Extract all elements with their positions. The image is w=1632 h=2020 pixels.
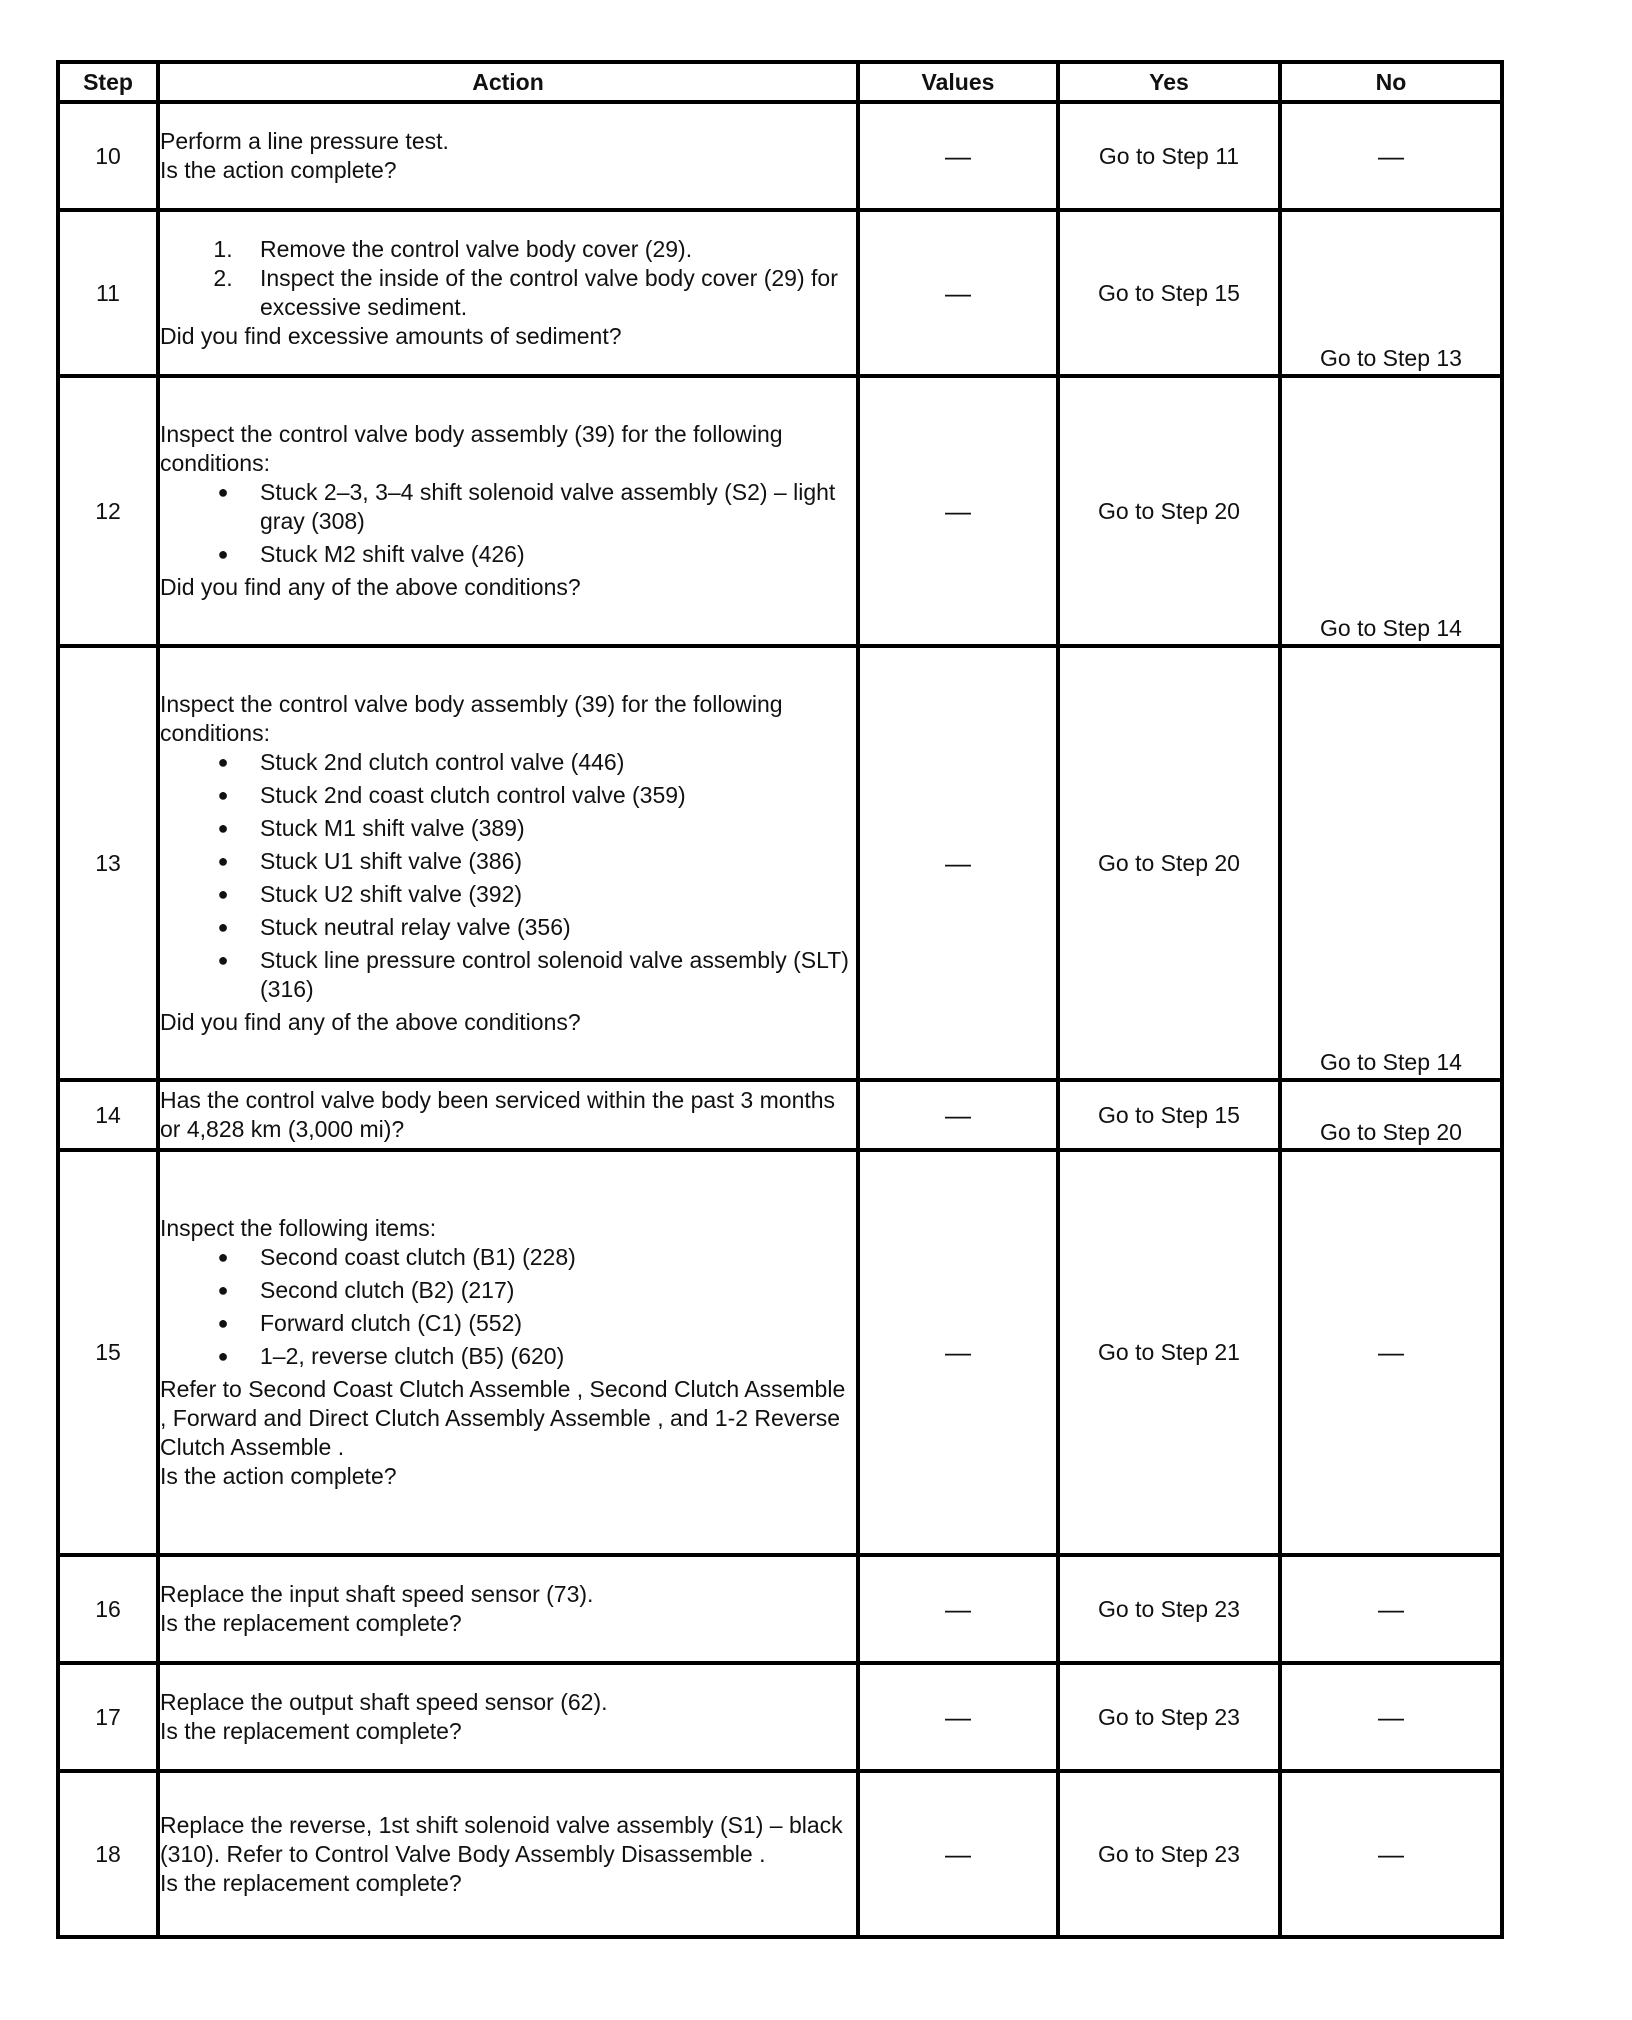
no-cell: Go to Step 14 [1280, 646, 1502, 1080]
yes-cell: Go to Step 20 [1058, 646, 1280, 1080]
action-cell [158, 1771, 858, 1937]
values-cell: — [858, 210, 1058, 376]
action-cell [158, 376, 858, 646]
action-reference: Refer to Second Coast Clutch Assemble , Second Clutch Assemble , Forward and Direct Clutch Assembly Assemble , and 1-2 Reverse Clutch Assemble . [160, 1376, 846, 1460]
step-number: 16 [58, 1555, 158, 1663]
header-step: Step [58, 62, 158, 102]
action-question: Did you find excessive amounts of sediment? [160, 323, 622, 349]
action-question: Did you find any of the above conditions? [160, 1008, 581, 1035]
table-row [58, 646, 1502, 1080]
yes-cell: Go to Step 15 [1058, 1080, 1280, 1150]
step-number: 10 [58, 102, 158, 210]
no-cell: — [1280, 1150, 1502, 1555]
bullet-list [160, 1243, 856, 1375]
yes-cell: Go to Step 20 [1058, 376, 1280, 646]
action-cell [158, 1555, 858, 1663]
list-item: 2. Inspect the inside of the control valve body cover (29) for excessive sediment. [213, 265, 838, 320]
action-instruction: Inspect the control valve body assembly (39) for the following conditions: [160, 421, 783, 476]
bullet-list [160, 748, 856, 1008]
table-row [58, 102, 1502, 210]
action-cell [158, 1080, 858, 1150]
step-number: 18 [58, 1771, 158, 1937]
values-cell: — [858, 376, 1058, 646]
list-item: ● Forward clutch (C1) (552) [217, 1310, 523, 1336]
action-cell [158, 210, 858, 376]
diagnostic-step-table [56, 60, 1504, 1939]
list-item: ● Second coast clutch (B1) (228) [217, 1244, 576, 1270]
table-row [58, 1555, 1502, 1663]
list-item: ● Stuck 2nd coast clutch control valve (359) [217, 781, 686, 808]
yes-cell: Go to Step 23 [1058, 1555, 1280, 1663]
values-cell: — [858, 1150, 1058, 1555]
table-row [58, 210, 1502, 376]
no-cell: — [1280, 1555, 1502, 1663]
action-question: Is the replacement complete? [160, 1869, 462, 1896]
bullet-list [160, 478, 856, 573]
step-number: 17 [58, 1663, 158, 1771]
values-cell: — [858, 1663, 1058, 1771]
diagnostic-table-page [56, 60, 1500, 1939]
no-cell: Go to Step 20 [1280, 1080, 1502, 1150]
list-item: ● 1–2, reverse clutch (B5) (620) [217, 1343, 565, 1369]
list-item: ● Stuck U2 shift valve (392) [217, 880, 523, 907]
step-number: 13 [58, 646, 158, 1080]
table-row [58, 1080, 1502, 1150]
values-cell: — [858, 1771, 1058, 1937]
list-item: ● Stuck 2–3, 3–4 shift solenoid valve assembly (S2) – light gray (308) [217, 479, 836, 534]
list-item: ● Stuck neutral relay valve (356) [217, 913, 571, 940]
table-row [58, 376, 1502, 646]
values-cell: — [858, 1080, 1058, 1150]
step-number: 11 [58, 210, 158, 376]
action-instruction: Replace the output shaft speed sensor (62). [160, 1689, 608, 1715]
list-item: ● Stuck 2nd clutch control valve (446) [217, 748, 625, 775]
table-row [58, 1663, 1502, 1771]
header-no: No [1280, 62, 1502, 102]
list-item: ● Second clutch (B2) (217) [217, 1277, 515, 1303]
no-cell: — [1280, 102, 1502, 210]
action-instruction: Perform a line pressure test. [160, 128, 449, 154]
values-cell: — [858, 646, 1058, 1080]
values-cell: — [858, 1555, 1058, 1663]
action-question: Did you find any of the above conditions? [160, 574, 581, 600]
table-row [58, 1150, 1502, 1555]
values-cell: — [858, 102, 1058, 210]
action-instruction: Has the control valve body been serviced within the past 3 months or 4,828 km (3,000 mi)? [160, 1087, 836, 1142]
action-cell [158, 102, 858, 210]
action-instruction: Inspect the control valve body assembly (39) for the following conditions: [160, 690, 783, 746]
list-item: ● Stuck M2 shift valve (426) [217, 541, 525, 567]
step-number: 14 [58, 1080, 158, 1150]
table-row [58, 1771, 1502, 1937]
list-item: 1. Remove the control valve body cover (29). [213, 236, 693, 262]
action-instruction: Inspect the following items: [160, 1215, 437, 1241]
no-cell: Go to Step 13 [1280, 210, 1502, 376]
header-row [58, 62, 1502, 102]
action-cell [158, 1663, 858, 1771]
action-question: Is the replacement complete? [160, 1610, 462, 1636]
yes-cell: Go to Step 11 [1058, 102, 1280, 210]
header-values: Values [858, 62, 1058, 102]
step-number: 12 [58, 376, 158, 646]
action-question: Is the replacement complete? [160, 1718, 462, 1744]
step-number: 15 [58, 1150, 158, 1555]
action-instruction: Replace the reverse, 1st shift solenoid valve assembly (S1) – black (310). Refer to Control Valve Body Assembly Disassemble . [160, 1811, 843, 1867]
header-action: Action [158, 62, 858, 102]
numbered-list [160, 235, 856, 322]
yes-cell: Go to Step 23 [1058, 1771, 1280, 1937]
yes-cell: Go to Step 23 [1058, 1663, 1280, 1771]
action-cell [158, 646, 858, 1080]
yes-cell: Go to Step 15 [1058, 210, 1280, 376]
header-yes: Yes [1058, 62, 1280, 102]
action-question: Is the action complete? [160, 1463, 397, 1489]
no-cell: Go to Step 14 [1280, 376, 1502, 646]
list-item: ● Stuck U1 shift valve (386) [217, 847, 523, 874]
action-question: Is the action complete? [160, 157, 397, 183]
action-instruction: Replace the input shaft speed sensor (73). [160, 1581, 594, 1607]
list-item: ● Stuck line pressure control solenoid valve assembly (SLT) (316) [217, 946, 849, 1002]
list-item: ● Stuck M1 shift valve (389) [217, 814, 525, 841]
yes-cell: Go to Step 21 [1058, 1150, 1280, 1555]
action-cell [158, 1150, 858, 1555]
no-cell: — [1280, 1771, 1502, 1937]
no-cell: — [1280, 1663, 1502, 1771]
